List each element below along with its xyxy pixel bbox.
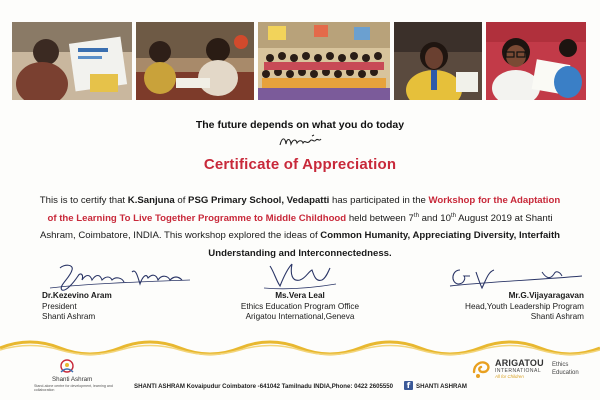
photo-children-table (136, 22, 254, 100)
arigatou-intl: INTERNATIONAL (495, 368, 542, 374)
signatory-2-org: Arigatou International,Geneva (245, 312, 355, 321)
signature-vijayaragavan (446, 262, 586, 294)
signature-vera-leal (262, 258, 338, 294)
ethics-label: Ethics (552, 362, 569, 368)
signatory-3 (440, 291, 584, 323)
photo-girl (394, 22, 482, 100)
shanti-ashram-logo-label: Shanti Ashram (52, 376, 93, 383)
body-of: of (174, 195, 189, 206)
arigatou-tagline: All for Children (495, 374, 524, 379)
student-name: K.Sanjuna (127, 195, 175, 206)
body-intro: This is to certify that (39, 195, 128, 206)
signatory-3-name: Mr.G.Vijayaragavan (508, 291, 584, 300)
signatory-1-role: President (42, 301, 77, 311)
signatory-2 (220, 291, 380, 323)
date-suffix-2: th (450, 212, 456, 219)
signatory-2-name: Ms.Vera Leal (275, 291, 325, 300)
arigatou-name: ARIGATOU (495, 358, 544, 368)
header-signature (276, 133, 324, 149)
body-held-between: held between 7 (346, 212, 414, 224)
certificate-title: Certificate of Appreciation (203, 156, 397, 173)
arigatou-mark-icon (470, 358, 492, 380)
photo-child-writing (12, 22, 132, 100)
signatory-3-org: Shanti Ashram (530, 312, 584, 321)
date-suffix-1: th (413, 212, 419, 219)
facebook-label: SHANTI ASHRAM (416, 383, 467, 390)
arigatou-logo (470, 356, 590, 386)
decorative-wave-border (0, 336, 600, 358)
photo-boy-glasses (486, 22, 586, 100)
ethics-education-label (552, 361, 579, 377)
certificate-body (34, 192, 566, 262)
body-participated: has participated in the (329, 195, 429, 206)
photo-strip (0, 0, 600, 103)
signatory-1 (42, 291, 112, 323)
footer-address: SHANTI ASHRAM Kovaipudur Coimbatore -641042 Tamilnadu INDIA,Phone: 0422 2605550 (134, 383, 394, 390)
facebook-icon: f (404, 381, 413, 390)
school-name: PSG Primary School, Vedapatti (188, 195, 330, 206)
shanti-ashram-logo (34, 356, 113, 396)
signatory-2-role: Ethics Education Program Office (240, 301, 360, 311)
body-and: and 10 (418, 212, 451, 224)
education-label: Education (552, 370, 579, 376)
workshop-name: Workshop for the Adaptation of the Learning To Live Together Programme to Middle Childhood (47, 195, 561, 224)
shanti-ashram-logo-sub: Stand-alone centre for development, learning and collaboration (34, 384, 113, 392)
body-date-place: August 2019 at Shanti Ashram, Coimbatore, INDIA. This workshop explored the ideas of (39, 212, 553, 241)
tagline: The future depends on what you do today (195, 119, 405, 131)
signatory-1-org: Shanti Ashram (42, 312, 96, 321)
photo-group (258, 22, 390, 100)
workshop-ideas: Common Humanity, Appreciating Diversity, Interfaith Understanding and Interconnectedness. (208, 230, 560, 259)
signatory-1-name: Dr.Kezevino Aram (42, 291, 112, 300)
signatory-3-role: Head,Youth Leadership Program (465, 301, 584, 311)
